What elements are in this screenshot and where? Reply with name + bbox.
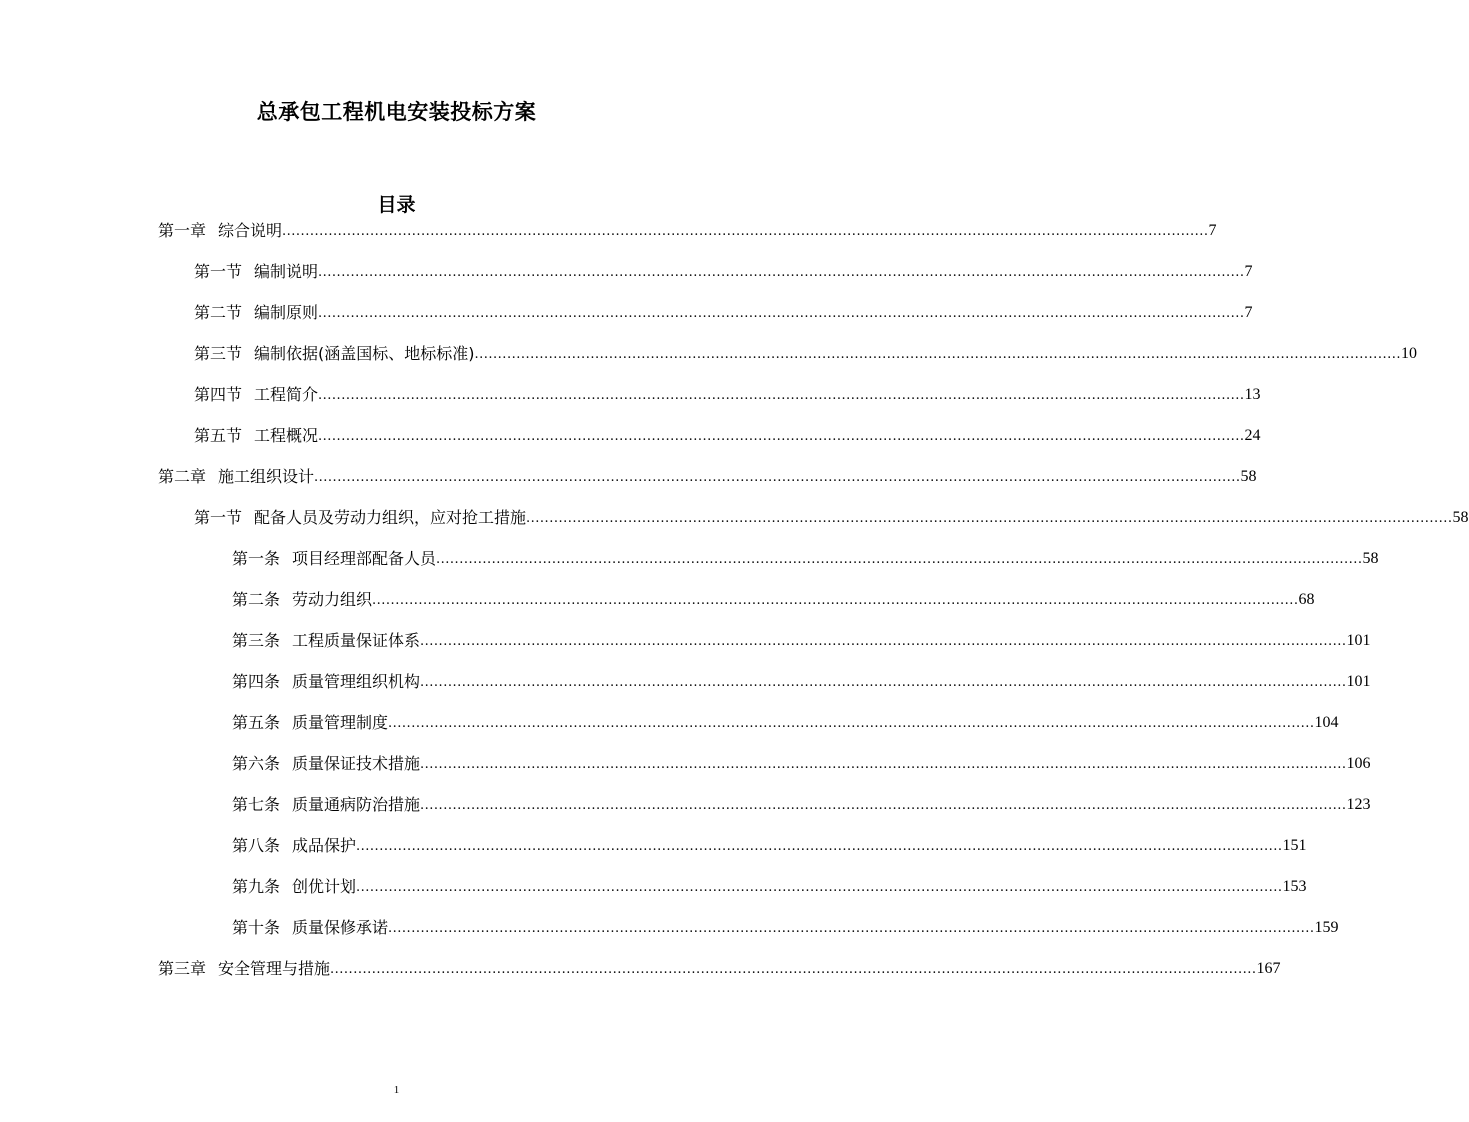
- toc-label: 第六条: [232, 754, 281, 773]
- toc-leader-dots: ........................................................................................................................................................................................................: [420, 675, 1347, 690]
- toc-entry-section[interactable]: [194, 339, 1417, 365]
- toc-label: 第二章: [158, 467, 207, 486]
- toc-heading: 目录: [377, 194, 416, 216]
- toc-leader-dots: ........................................................................................................................................................................................................: [420, 798, 1347, 813]
- toc-entry-section[interactable]: [194, 257, 1253, 283]
- toc-leader-dots: ........................................................................................................................................................................................................: [314, 470, 1241, 485]
- toc-entry-chapter[interactable]: [158, 462, 1257, 488]
- toc-leader-dots: ........................................................................................................................................................................................................: [420, 757, 1347, 772]
- toc-title: 编制说明: [254, 262, 319, 281]
- toc-label: 第十条: [232, 918, 281, 937]
- toc-title: 施工组织设计: [218, 467, 315, 486]
- toc-page-number: 151: [1282, 837, 1307, 854]
- toc-title: 劳动力组织: [292, 590, 373, 609]
- toc-label: 第一节: [194, 262, 243, 281]
- toc-entry-section[interactable]: [194, 380, 1261, 406]
- toc-leader-dots: ........................................................................................................................................................................................................: [318, 388, 1245, 403]
- toc-label: 第七条: [232, 795, 281, 814]
- toc-label: 第一章: [158, 221, 207, 240]
- toc-title: 质量管理组织机构: [292, 672, 421, 691]
- toc-page-number: 153: [1282, 878, 1307, 895]
- toc-page-number: 7: [1208, 222, 1217, 239]
- toc-page-number: 58: [1362, 550, 1379, 567]
- toc-entry-article[interactable]: [232, 790, 1371, 816]
- toc-label: 第三章: [158, 959, 207, 978]
- toc-leader-dots: ........................................................................................................................................................................................................: [356, 880, 1283, 895]
- toc-entry-section[interactable]: [194, 503, 1469, 529]
- toc-leader-dots: ........................................................................................................................................................................................................: [356, 839, 1283, 854]
- toc-leader-dots: ........................................................................................................................................................................................................: [330, 962, 1257, 977]
- toc-title: 编制依据(涵盖国标、地标标准): [254, 344, 475, 363]
- toc-page-number: 13: [1244, 386, 1261, 403]
- toc-leader-dots: ........................................................................................................................................................................................................: [318, 265, 1245, 280]
- toc-entry-article[interactable]: [232, 831, 1307, 857]
- page-number: 1: [393, 1084, 400, 1096]
- toc-page-number: 167: [1256, 960, 1281, 977]
- toc-entry-article[interactable]: [232, 749, 1371, 775]
- toc-leader-dots: ........................................................................................................................................................................................................: [388, 716, 1315, 731]
- toc-page-number: 101: [1346, 673, 1371, 690]
- toc-entry-chapter[interactable]: [158, 954, 1281, 980]
- toc-label: 第二条: [232, 590, 281, 609]
- toc-label: 第三节: [194, 344, 243, 363]
- toc-page-number: 7: [1244, 263, 1253, 280]
- toc-title: 安全管理与措施: [218, 959, 331, 978]
- toc-leader-dots: ........................................................................................................................................................................................................: [318, 306, 1245, 321]
- toc-label: 第一节: [194, 508, 243, 527]
- toc-page-number: 104: [1314, 714, 1339, 731]
- toc-title: 创优计划: [292, 877, 357, 896]
- toc-title: 编制原则: [254, 303, 319, 322]
- toc-page-number: 7: [1244, 304, 1253, 321]
- toc-page-number: 123: [1346, 796, 1371, 813]
- toc-title: 工程质量保证体系: [292, 631, 421, 650]
- toc-entry-section[interactable]: [194, 298, 1253, 324]
- toc-leader-dots: ........................................................................................................................................................................................................: [526, 511, 1453, 526]
- toc-entry-article[interactable]: [232, 872, 1307, 898]
- toc-entry-article[interactable]: [232, 585, 1315, 611]
- toc-leader-dots: ........................................................................................................................................................................................................: [318, 429, 1245, 444]
- toc-title: 质量保证技术措施: [292, 754, 421, 773]
- toc-leader-dots: ........................................................................................................................................................................................................: [474, 347, 1401, 362]
- toc-title: 工程概况: [254, 426, 319, 445]
- toc-leader-dots: ........................................................................................................................................................................................................: [388, 921, 1315, 936]
- toc-label: 第一条: [232, 549, 281, 568]
- toc-title: 质量通病防治措施: [292, 795, 421, 814]
- toc-page-number: 101: [1346, 632, 1371, 649]
- toc-page-number: 10: [1400, 345, 1417, 362]
- toc-leader-dots: ........................................................................................................................................................................................................: [282, 224, 1209, 239]
- toc-label: 第三条: [232, 631, 281, 650]
- toc-page-number: 106: [1346, 755, 1371, 772]
- toc-page-number: 58: [1240, 468, 1257, 485]
- toc-label: 第二节: [194, 303, 243, 322]
- toc-entry-section[interactable]: [194, 421, 1261, 447]
- toc-entry-article[interactable]: [232, 626, 1371, 652]
- toc-title: 工程简介: [254, 385, 319, 404]
- toc-entry-article[interactable]: [232, 913, 1339, 939]
- toc-page-number: 159: [1314, 919, 1339, 936]
- toc-leader-dots: ........................................................................................................................................................................................................: [420, 634, 1347, 649]
- toc-entry-chapter[interactable]: [158, 216, 1217, 242]
- toc-title: 质量管理制度: [292, 713, 389, 732]
- toc-page-number: 24: [1244, 427, 1261, 444]
- toc-leader-dots: ........................................................................................................................................................................................................: [436, 552, 1363, 567]
- toc-label: 第四节: [194, 385, 243, 404]
- toc-title: 配备人员及劳动力组织，应对抢工措施: [254, 508, 527, 527]
- toc-label: 第八条: [232, 836, 281, 855]
- toc-label: 第五条: [232, 713, 281, 732]
- document-title: 总承包工程机电安装投标方案: [256, 100, 537, 124]
- toc-entry-article[interactable]: [232, 667, 1371, 693]
- toc-entry-article[interactable]: [232, 544, 1379, 570]
- toc-label: 第四条: [232, 672, 281, 691]
- toc-title: 成品保护: [292, 836, 357, 855]
- toc-entry-article[interactable]: [232, 708, 1339, 734]
- toc-title: 质量保修承诺: [292, 918, 389, 937]
- toc-leader-dots: ........................................................................................................................................................................................................: [372, 593, 1299, 608]
- toc-label: 第九条: [232, 877, 281, 896]
- toc-title: 综合说明: [218, 221, 283, 240]
- toc-page-number: 68: [1298, 591, 1315, 608]
- toc-title: 项目经理部配备人员: [292, 549, 437, 568]
- toc-label: 第五节: [194, 426, 243, 445]
- toc-page-number: 58: [1452, 509, 1469, 526]
